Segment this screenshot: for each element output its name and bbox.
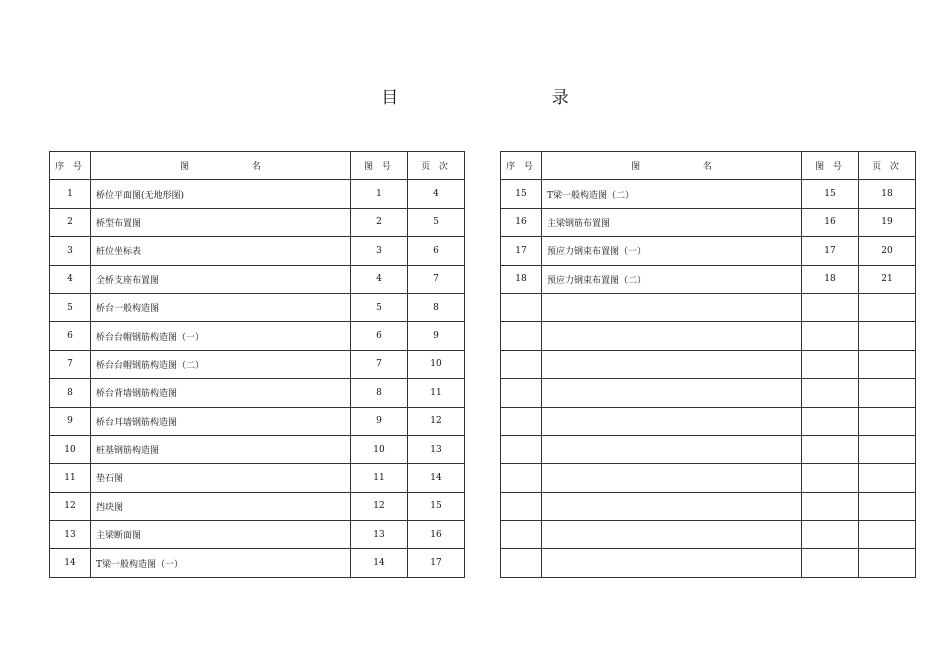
row-page: 15 xyxy=(408,492,465,520)
row-drawing-no: 3 xyxy=(351,237,408,265)
header-seq: 序 号 xyxy=(50,152,91,180)
header-name: 图 名 xyxy=(542,152,802,180)
row-page: 17 xyxy=(408,549,465,577)
row-page xyxy=(859,464,916,492)
row-drawing-no: 10 xyxy=(351,435,408,463)
row-drawing-name xyxy=(542,549,802,577)
row-seq: 10 xyxy=(50,435,91,463)
row-drawing-name: 预应力钢束布置图（一） xyxy=(542,237,802,265)
table-row xyxy=(50,322,465,350)
row-seq: 3 xyxy=(50,237,91,265)
row-page: 14 xyxy=(408,464,465,492)
row-drawing-no: 11 xyxy=(351,464,408,492)
row-seq xyxy=(501,293,542,321)
table-row xyxy=(501,549,916,577)
table-row xyxy=(50,293,465,321)
row-page: 7 xyxy=(408,265,465,293)
toc-table-right xyxy=(500,151,916,578)
toc-table-left xyxy=(49,151,465,578)
table-row xyxy=(501,237,916,265)
row-drawing-name: 主梁钢筋布置图 xyxy=(542,208,802,236)
row-drawing-no: 18 xyxy=(802,265,859,293)
row-page: 5 xyxy=(408,208,465,236)
header-row xyxy=(501,152,916,180)
table-row xyxy=(501,265,916,293)
row-page: 9 xyxy=(408,322,465,350)
table-row xyxy=(50,208,465,236)
row-seq: 15 xyxy=(501,180,542,208)
row-seq: 17 xyxy=(501,237,542,265)
row-drawing-no xyxy=(802,350,859,378)
table-row xyxy=(50,180,465,208)
header-drawing-no: 图 号 xyxy=(802,152,859,180)
table-row xyxy=(501,407,916,435)
row-drawing-no: 12 xyxy=(351,492,408,520)
table-row xyxy=(501,492,916,520)
row-drawing-name: 桥位平面图(无地形图) xyxy=(91,180,351,208)
row-drawing-name xyxy=(542,322,802,350)
row-page: 8 xyxy=(408,293,465,321)
table-row xyxy=(50,492,465,520)
row-seq xyxy=(501,521,542,549)
row-page xyxy=(859,549,916,577)
row-page: 10 xyxy=(408,350,465,378)
row-page xyxy=(859,350,916,378)
row-drawing-no: 15 xyxy=(802,180,859,208)
table-row xyxy=(501,293,916,321)
row-page xyxy=(859,492,916,520)
row-drawing-no xyxy=(802,521,859,549)
row-drawing-no: 17 xyxy=(802,237,859,265)
table-row xyxy=(501,208,916,236)
row-page: 16 xyxy=(408,521,465,549)
row-seq: 18 xyxy=(501,265,542,293)
row-drawing-name: T梁一般构造图（一） xyxy=(91,549,351,577)
row-seq xyxy=(501,492,542,520)
row-drawing-no: 4 xyxy=(351,265,408,293)
row-drawing-name: 桩基钢筋构造图 xyxy=(91,435,351,463)
header-row xyxy=(50,152,465,180)
row-drawing-name xyxy=(542,435,802,463)
page-title: 目 录 xyxy=(381,88,643,108)
table-row xyxy=(501,180,916,208)
row-drawing-no: 8 xyxy=(351,379,408,407)
row-seq xyxy=(501,407,542,435)
row-drawing-name: 垫石图 xyxy=(91,464,351,492)
row-seq xyxy=(501,350,542,378)
row-drawing-name: 预应力钢束布置图（二） xyxy=(542,265,802,293)
row-page: 13 xyxy=(408,435,465,463)
row-drawing-name: 桥台一般构造图 xyxy=(91,293,351,321)
row-page: 20 xyxy=(859,237,916,265)
row-page: 19 xyxy=(859,208,916,236)
table-row xyxy=(501,379,916,407)
row-seq xyxy=(501,322,542,350)
table-row xyxy=(501,435,916,463)
row-seq xyxy=(501,379,542,407)
row-seq: 11 xyxy=(50,464,91,492)
table-row xyxy=(50,237,465,265)
row-seq: 4 xyxy=(50,265,91,293)
table-row xyxy=(50,350,465,378)
row-drawing-name: 桩位坐标表 xyxy=(91,237,351,265)
row-drawing-name xyxy=(542,407,802,435)
row-drawing-no: 14 xyxy=(351,549,408,577)
row-drawing-name: 桥台台帽钢筋构造图（一） xyxy=(91,322,351,350)
row-page: 18 xyxy=(859,180,916,208)
row-page xyxy=(859,293,916,321)
row-drawing-no xyxy=(802,293,859,321)
row-seq: 13 xyxy=(50,521,91,549)
row-drawing-name xyxy=(542,379,802,407)
table-row xyxy=(50,464,465,492)
row-seq: 8 xyxy=(50,379,91,407)
header-name: 图 名 xyxy=(91,152,351,180)
row-seq xyxy=(501,435,542,463)
table-row xyxy=(50,379,465,407)
row-drawing-no xyxy=(802,549,859,577)
row-drawing-no: 7 xyxy=(351,350,408,378)
table-row xyxy=(501,350,916,378)
row-seq: 2 xyxy=(50,208,91,236)
row-page: 11 xyxy=(408,379,465,407)
row-drawing-no: 5 xyxy=(351,293,408,321)
row-page: 4 xyxy=(408,180,465,208)
table-row xyxy=(501,521,916,549)
row-drawing-name xyxy=(542,464,802,492)
header-page: 页 次 xyxy=(408,152,465,180)
row-drawing-name: 主梁断面图 xyxy=(91,521,351,549)
table-row xyxy=(50,521,465,549)
row-drawing-name: 桥型布置图 xyxy=(91,208,351,236)
header-drawing-no: 图 号 xyxy=(351,152,408,180)
row-drawing-name xyxy=(542,492,802,520)
row-page xyxy=(859,322,916,350)
table-row xyxy=(501,464,916,492)
row-page: 6 xyxy=(408,237,465,265)
row-page xyxy=(859,379,916,407)
table-row xyxy=(50,407,465,435)
row-drawing-name xyxy=(542,293,802,321)
row-drawing-name: 桥台背墙钢筋构造图 xyxy=(91,379,351,407)
row-drawing-no xyxy=(802,435,859,463)
row-page xyxy=(859,521,916,549)
row-drawing-no xyxy=(802,322,859,350)
row-seq: 12 xyxy=(50,492,91,520)
row-drawing-no: 16 xyxy=(802,208,859,236)
table-row xyxy=(50,265,465,293)
row-seq xyxy=(501,464,542,492)
row-drawing-no xyxy=(802,492,859,520)
row-page xyxy=(859,435,916,463)
row-drawing-name: 桥台台帽钢筋构造图（二） xyxy=(91,350,351,378)
row-seq: 16 xyxy=(501,208,542,236)
row-drawing-name: T梁一般构造图（二） xyxy=(542,180,802,208)
row-seq: 14 xyxy=(50,549,91,577)
row-page: 12 xyxy=(408,407,465,435)
row-seq: 1 xyxy=(50,180,91,208)
header-page: 页 次 xyxy=(859,152,916,180)
row-seq: 9 xyxy=(50,407,91,435)
row-drawing-name xyxy=(542,521,802,549)
row-drawing-name: 挡块图 xyxy=(91,492,351,520)
row-drawing-name: 桥台耳墙钢筋构造图 xyxy=(91,407,351,435)
row-seq xyxy=(501,549,542,577)
row-seq: 5 xyxy=(50,293,91,321)
table-row xyxy=(50,435,465,463)
row-drawing-name xyxy=(542,350,802,378)
table-row xyxy=(50,549,465,577)
row-drawing-no xyxy=(802,464,859,492)
row-drawing-name: 全桥支座布置图 xyxy=(91,265,351,293)
row-drawing-no: 2 xyxy=(351,208,408,236)
header-seq: 序 号 xyxy=(501,152,542,180)
row-seq: 7 xyxy=(50,350,91,378)
table-row xyxy=(501,322,916,350)
row-drawing-no: 6 xyxy=(351,322,408,350)
row-drawing-no: 1 xyxy=(351,180,408,208)
row-drawing-no xyxy=(802,407,859,435)
row-drawing-no xyxy=(802,379,859,407)
row-page xyxy=(859,407,916,435)
row-drawing-no: 9 xyxy=(351,407,408,435)
row-drawing-no: 13 xyxy=(351,521,408,549)
row-seq: 6 xyxy=(50,322,91,350)
row-page: 21 xyxy=(859,265,916,293)
